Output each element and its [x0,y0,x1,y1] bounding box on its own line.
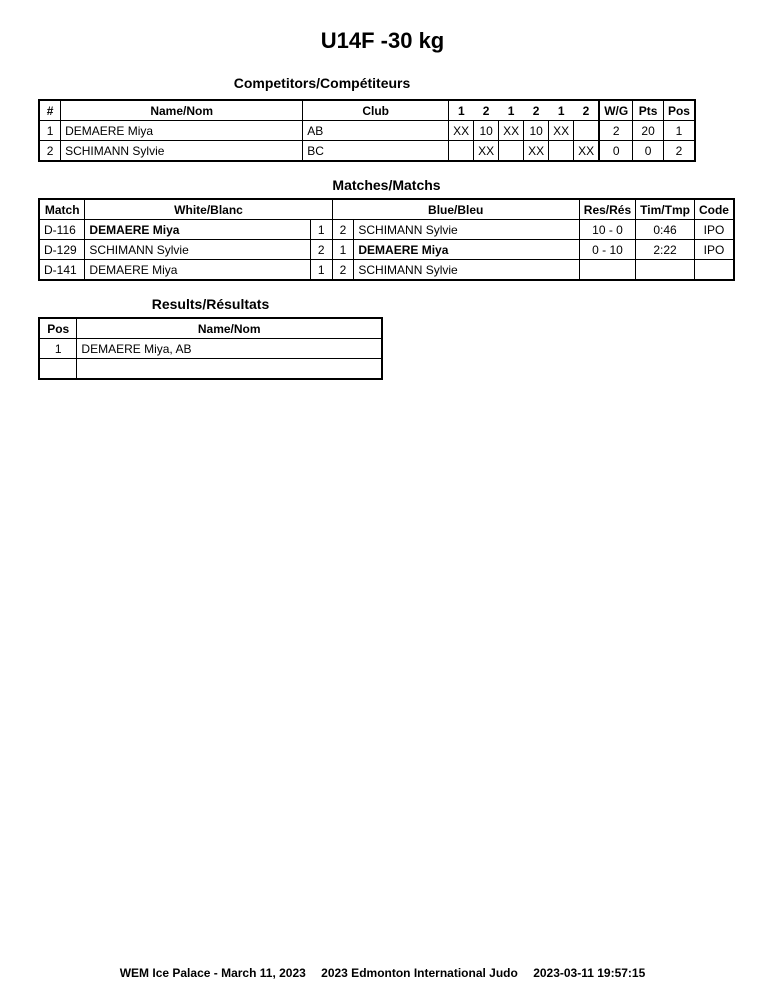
white-competitor: SCHIMANN Sylvie [85,240,310,260]
table-row [39,121,695,141]
footer-venue: WEM Ice Palace - March 11, 2023 [119,966,306,980]
table-row [39,339,382,359]
blue-number: 1 [332,240,354,260]
match-code [694,260,734,281]
header-round-2: 2 [474,100,499,121]
results-heading: Results/Résultats [151,296,270,312]
results-table [38,317,383,380]
competitor-num: 2 [39,141,61,162]
header-pts: Pts [633,100,664,121]
header-result: Res/Rés [579,199,635,220]
header-round-6: 2 [574,100,600,121]
table-row [39,141,695,162]
competitor-club: AB [303,121,449,141]
header-white: White/Blanc [85,199,332,220]
round-score: 10 [474,121,499,141]
table-row [39,359,382,380]
white-number: 2 [310,240,332,260]
blue-number: 2 [332,220,354,240]
competitor-pos: 1 [663,121,695,141]
header-code: Code [694,199,734,220]
header-round-4: 2 [524,100,549,121]
white-competitor: DEMAERE Miya [85,260,310,281]
match-result [579,260,635,281]
round-score [549,141,574,162]
matches-header-row [39,199,734,220]
page-title: U14F -30 kg [320,28,445,53]
match-id: D-129 [39,240,85,260]
result-pos: 1 [39,339,77,359]
competitor-pts: 0 [633,141,664,162]
header-blue: Blue/Bleu [332,199,579,220]
round-score [499,141,524,162]
round-score: 10 [524,121,549,141]
header-round-5: 1 [549,100,574,121]
round-score: XX [449,121,474,141]
round-score: XX [524,141,549,162]
footer-event: 2023 Edmonton International Judo [321,966,518,980]
competitor-wg: 2 [599,121,633,141]
result-pos [39,359,77,380]
result-name [77,359,382,380]
competitor-club: BC [303,141,449,162]
white-number: 1 [310,260,332,281]
matches-heading: Matches/Matchs [332,177,441,193]
match-time: 0:46 [636,220,695,240]
blue-number: 2 [332,260,354,281]
header-wg: W/G [599,100,633,121]
round-score: XX [574,141,600,162]
match-result: 10 - 0 [579,220,635,240]
blue-competitor: SCHIMANN Sylvie [354,220,579,240]
table-row [39,260,734,281]
header-time: Tim/Tmp [636,199,695,220]
round-score: XX [474,141,499,162]
competitors-heading: Competitors/Compétiteurs [233,75,411,91]
footer-timestamp: 2023-03-11 19:57:15 [533,966,646,980]
match-time: 2:22 [636,240,695,260]
competitors-table [38,99,696,162]
competitor-pts: 20 [633,121,664,141]
header-round-1: 1 [449,100,474,121]
header-match: Match [39,199,85,220]
table-row [39,220,734,240]
competitor-name: SCHIMANN Sylvie [61,141,303,162]
round-score: XX [549,121,574,141]
header-pos: Pos [39,318,77,339]
competitors-header-row [39,100,695,121]
blue-competitor: SCHIMANN Sylvie [354,260,579,281]
header-name: Name/Nom [61,100,303,121]
match-code: IPO [694,220,734,240]
white-competitor: DEMAERE Miya [85,220,310,240]
competitor-wg: 0 [599,141,633,162]
round-score [449,141,474,162]
round-score [574,121,600,141]
match-code: IPO [694,240,734,260]
competitor-name: DEMAERE Miya [61,121,303,141]
header-round-3: 1 [499,100,524,121]
competitor-pos: 2 [663,141,695,162]
competitor-num: 1 [39,121,61,141]
blue-competitor: DEMAERE Miya [354,240,579,260]
header-pos: Pos [663,100,695,121]
result-name: DEMAERE Miya, AB [77,339,382,359]
match-id: D-141 [39,260,85,281]
match-id: D-116 [39,220,85,240]
header-name: Name/Nom [77,318,382,339]
round-score: XX [499,121,524,141]
results-header-row [39,318,382,339]
table-row [39,240,734,260]
footer [0,966,765,980]
match-time [636,260,695,281]
white-number: 1 [310,220,332,240]
match-result: 0 - 10 [579,240,635,260]
header-club: Club [303,100,449,121]
matches-table [38,198,735,281]
header-num: # [39,100,61,121]
